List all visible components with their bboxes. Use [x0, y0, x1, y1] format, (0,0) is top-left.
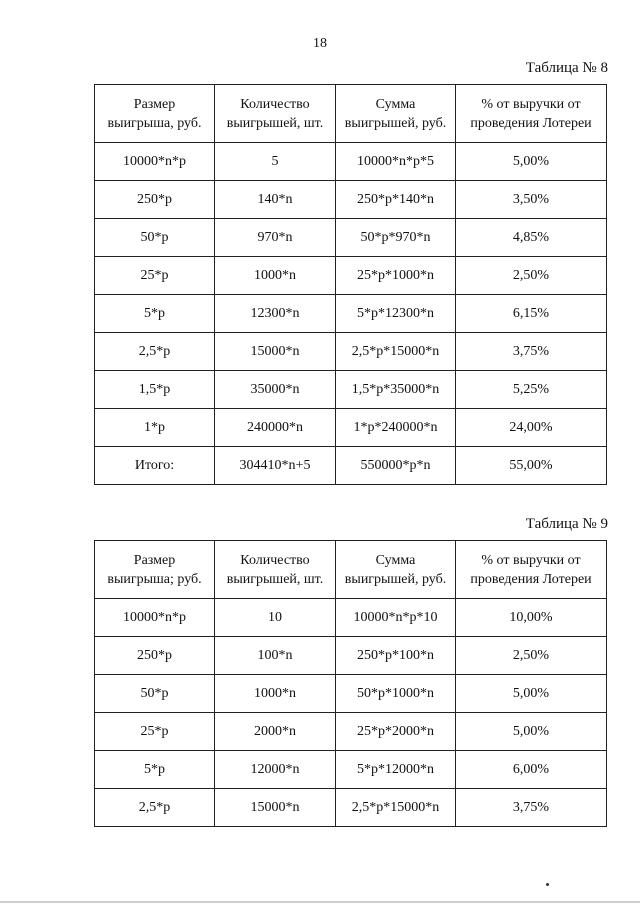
table-cell: 10,00% — [456, 599, 607, 637]
table-cell: 2,5*p — [95, 789, 215, 827]
table-cell: 250*p — [95, 637, 215, 675]
table-cell: 304410*n+5 — [215, 447, 336, 485]
table-cell: 6,15% — [456, 295, 607, 333]
column-header — [456, 541, 607, 599]
table-cell: 1000*n — [215, 675, 336, 713]
table-cell: 240000*n — [215, 409, 336, 447]
table-cell: 5*p*12000*n — [336, 751, 456, 789]
table-cell: 10000*n*p*10 — [336, 599, 456, 637]
header-row — [95, 541, 607, 599]
column-header-line: выигрышей, руб. — [344, 571, 447, 587]
table-cell: 10000*n*p — [95, 599, 215, 637]
table-cell: 140*n — [215, 181, 336, 219]
table-cell: 24,00% — [456, 409, 607, 447]
table-cell: 2,5*p*15000*n — [336, 333, 456, 371]
table-cell: 5*p — [95, 751, 215, 789]
column-header-line: Сумма — [375, 96, 416, 112]
column-header-line: выигрышей, руб. — [344, 115, 447, 131]
table-8-body — [95, 143, 607, 485]
table-cell: 55,00% — [456, 447, 607, 485]
scan-speck — [546, 883, 549, 886]
table-cell: 10 — [215, 599, 336, 637]
table-cell: 2,5*p — [95, 333, 215, 371]
table-cell: 12000*n — [215, 751, 336, 789]
table-cell: 3,75% — [456, 333, 607, 371]
table-cell: 1000*n — [215, 257, 336, 295]
table-row — [95, 333, 607, 371]
table-cell: 25*p — [95, 713, 215, 751]
table-row — [95, 143, 607, 181]
table-cell: 5,00% — [456, 143, 607, 181]
table-cell: 2,50% — [456, 637, 607, 675]
table-cell: Итого: — [95, 447, 215, 485]
table-cell: 250*p*100*n — [336, 637, 456, 675]
table-row — [95, 181, 607, 219]
table-cell: 100*n — [215, 637, 336, 675]
table-9 — [94, 540, 607, 827]
table-cell: 1*p*240000*n — [336, 409, 456, 447]
table-cell: 25*p*2000*n — [336, 713, 456, 751]
table-cell: 15000*n — [215, 789, 336, 827]
column-header — [336, 541, 456, 599]
table-row — [95, 409, 607, 447]
table-9-body — [95, 599, 607, 827]
column-header-line: выигрышей, шт. — [226, 571, 324, 587]
column-header — [95, 541, 215, 599]
column-header — [215, 541, 336, 599]
table-8-header — [95, 85, 607, 143]
column-header-line: % от выручки от — [481, 96, 581, 112]
header-row — [95, 85, 607, 143]
table-8-caption: Таблица № 8 — [525, 60, 608, 76]
table-row — [95, 219, 607, 257]
column-header — [456, 85, 607, 143]
table-cell: 50*p*1000*n — [336, 675, 456, 713]
table-cell: 10000*n*p — [95, 143, 215, 181]
column-header — [215, 85, 336, 143]
table-cell: 1,5*p*35000*n — [336, 371, 456, 409]
page-number: 18 — [313, 36, 327, 51]
table-cell: 5,25% — [456, 371, 607, 409]
table-8 — [94, 84, 607, 485]
table-9-header — [95, 541, 607, 599]
table-cell: 2,50% — [456, 257, 607, 295]
table-row — [95, 637, 607, 675]
table-row — [95, 257, 607, 295]
table-cell: 5 — [215, 143, 336, 181]
table-cell: 2,5*p*15000*n — [336, 789, 456, 827]
table-cell: 5*p — [95, 295, 215, 333]
table-row — [95, 447, 607, 485]
column-header-line: % от выручки от — [481, 552, 581, 568]
column-header — [95, 85, 215, 143]
table-cell: 550000*p*n — [336, 447, 456, 485]
table-cell: 25*p*1000*n — [336, 257, 456, 295]
table-cell: 5,00% — [456, 675, 607, 713]
table-cell: 6,00% — [456, 751, 607, 789]
table-cell: 15000*n — [215, 333, 336, 371]
column-header-line: Размер — [133, 96, 176, 112]
table-cell: 10000*n*p*5 — [336, 143, 456, 181]
table-cell: 35000*n — [215, 371, 336, 409]
table-row — [95, 789, 607, 827]
table-cell: 25*p — [95, 257, 215, 295]
table-cell: 4,85% — [456, 219, 607, 257]
table-cell: 2000*n — [215, 713, 336, 751]
column-header-line: Сумма — [375, 552, 416, 568]
table-row — [95, 599, 607, 637]
table-row — [95, 675, 607, 713]
column-header-line: Количество — [240, 96, 310, 112]
table-row — [95, 713, 607, 751]
column-header-line: Количество — [240, 552, 310, 568]
table-cell: 1*p — [95, 409, 215, 447]
column-header-line: выигрыша, руб. — [107, 115, 202, 131]
table-cell: 1,5*p — [95, 371, 215, 409]
column-header-line: проведения Лотереи — [470, 571, 592, 587]
table-cell: 970*n — [215, 219, 336, 257]
table-9-caption: Таблица № 9 — [525, 516, 608, 532]
table-cell: 3,75% — [456, 789, 607, 827]
table-cell: 50*p*970*n — [336, 219, 456, 257]
table-row — [95, 295, 607, 333]
table-cell: 250*p — [95, 181, 215, 219]
table-cell: 50*p — [95, 675, 215, 713]
column-header — [336, 85, 456, 143]
page-bottom-edge — [0, 901, 640, 903]
table-cell: 3,50% — [456, 181, 607, 219]
column-header-line: Размер — [133, 552, 176, 568]
table-row — [95, 371, 607, 409]
table-cell: 12300*n — [215, 295, 336, 333]
table-cell: 250*p*140*n — [336, 181, 456, 219]
column-header-line: проведения Лотереи — [470, 115, 592, 131]
column-header-line: выигрышей, шт. — [226, 115, 324, 131]
column-header-line: выигрыша; руб. — [107, 571, 202, 587]
table-cell: 5,00% — [456, 713, 607, 751]
table-row — [95, 751, 607, 789]
table-cell: 5*p*12300*n — [336, 295, 456, 333]
table-cell: 50*p — [95, 219, 215, 257]
